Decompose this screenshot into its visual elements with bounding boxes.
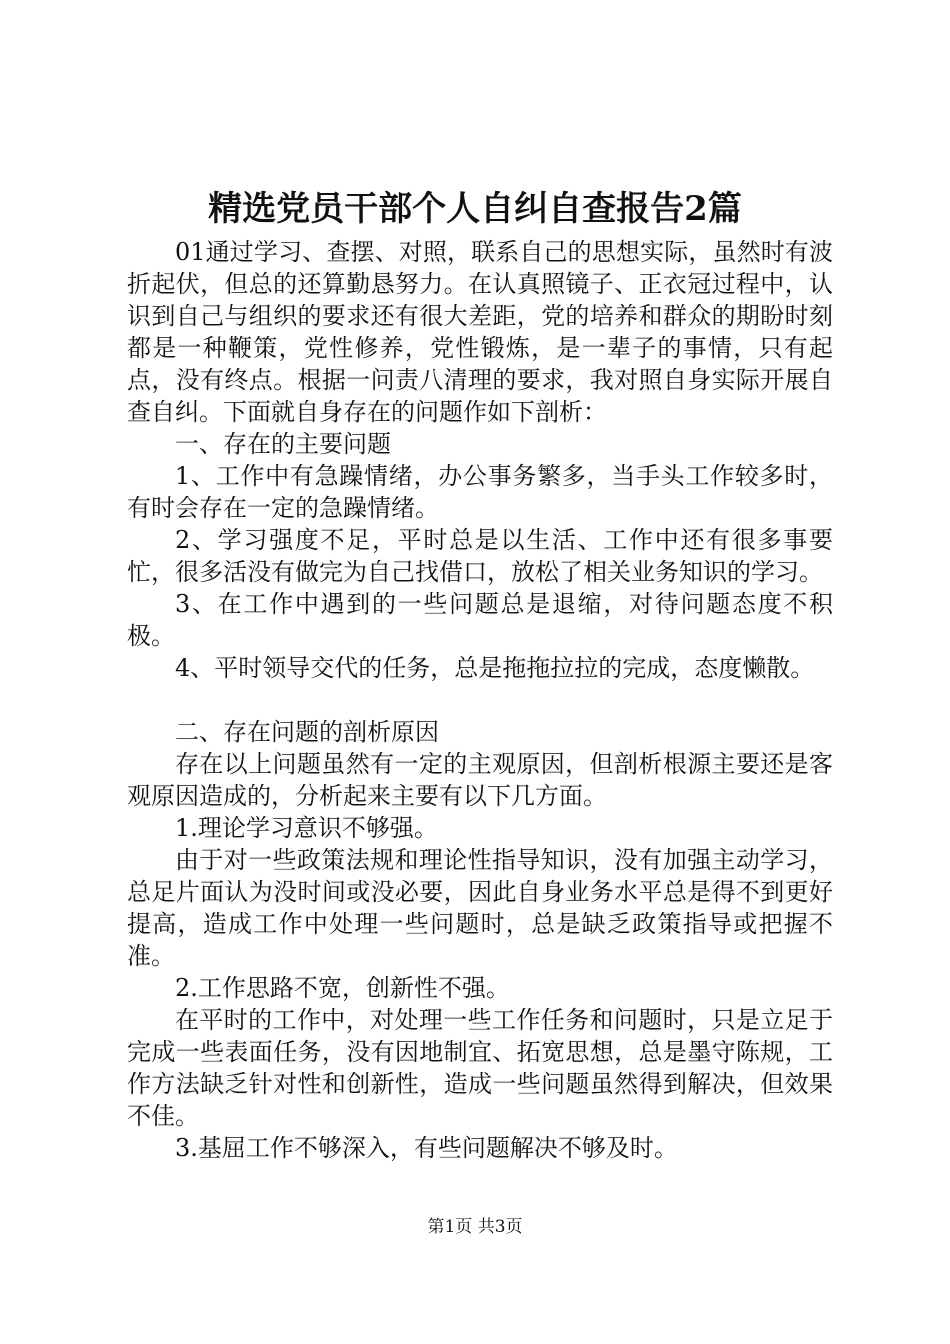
section-heading-analysis: 二、存在问题的剖析原因 [175, 718, 439, 746]
problem-item-2: 2、学习强度不足，平时总是以生活、工作中还有很多事要忙，很多活没有做完为自己找借口，放松了相关业务知识的学习。 [127, 526, 833, 586]
document-body [127, 236, 833, 1164]
analysis-point-2-heading: 2.工作思路不宽，创新性不强。 [175, 974, 510, 1002]
problem-item-1: 1、工作中有急躁情绪，办公事务繁多，当手头工作较多时，有时会存在一定的急躁情绪。 [127, 462, 833, 522]
intro-paragraph: 01通过学习、查摆、对照，联系自己的思想实际，虽然时有波折起伏，但总的还算勤恳努力。在认真照镜子、正衣冠过程中，认识到自己与组织的要求还有很大差距，党的培养和群众的期盼时刻都是一种鞭策，党性修养，党性锻炼，是一辈子的事情，只有起点，没有终点。根据一问责八清理的要求，我对照自身实际开展自查自纠。下面就自身存在的问题作如下剖析： [127, 238, 833, 426]
analysis-intro-paragraph: 存在以上问题虽然有一定的主观原因，但剖析根源主要还是客观原因造成的，分析起来主要有以下几方面。 [127, 750, 833, 810]
analysis-point-2-body: 在平时的工作中，对处理一些工作任务和问题时，只是立足于完成一些表面任务，没有因地制宜、拓宽思想，总是墨守陈规，工作方法缺乏针对性和创新性，造成一些问题虽然得到解决，但效果不佳。 [127, 1006, 833, 1130]
analysis-point-1-heading: 1.理论学习意识不够强。 [175, 814, 438, 842]
page-number-footer: 第1页 共3页 [427, 1217, 523, 1237]
document-title: 精选党员干部个人自纠自查报告2篇 [208, 189, 742, 229]
analysis-point-1-body: 由于对一些政策法规和理论性指导知识，没有加强主动学习，总足片面认为没时间或没必要，因此自身业务水平总是得不到更好提高，造成工作中处理一些问题时，总是缺乏政策指导或把握不准。 [127, 846, 833, 970]
section-heading-main-problems: 一、存在的主要问题 [175, 430, 391, 458]
blank-line [127, 684, 833, 716]
problem-item-4: 4、平时领导交代的任务，总是拖拖拉拉的完成，态度懒散。 [175, 654, 815, 682]
analysis-point-3-heading: 3.基屈工作不够深入，有些问题解决不够及时。 [175, 1134, 678, 1162]
problem-item-3: 3、在工作中遇到的一些问题总是退缩，对待问题态度不积极。 [127, 590, 833, 650]
